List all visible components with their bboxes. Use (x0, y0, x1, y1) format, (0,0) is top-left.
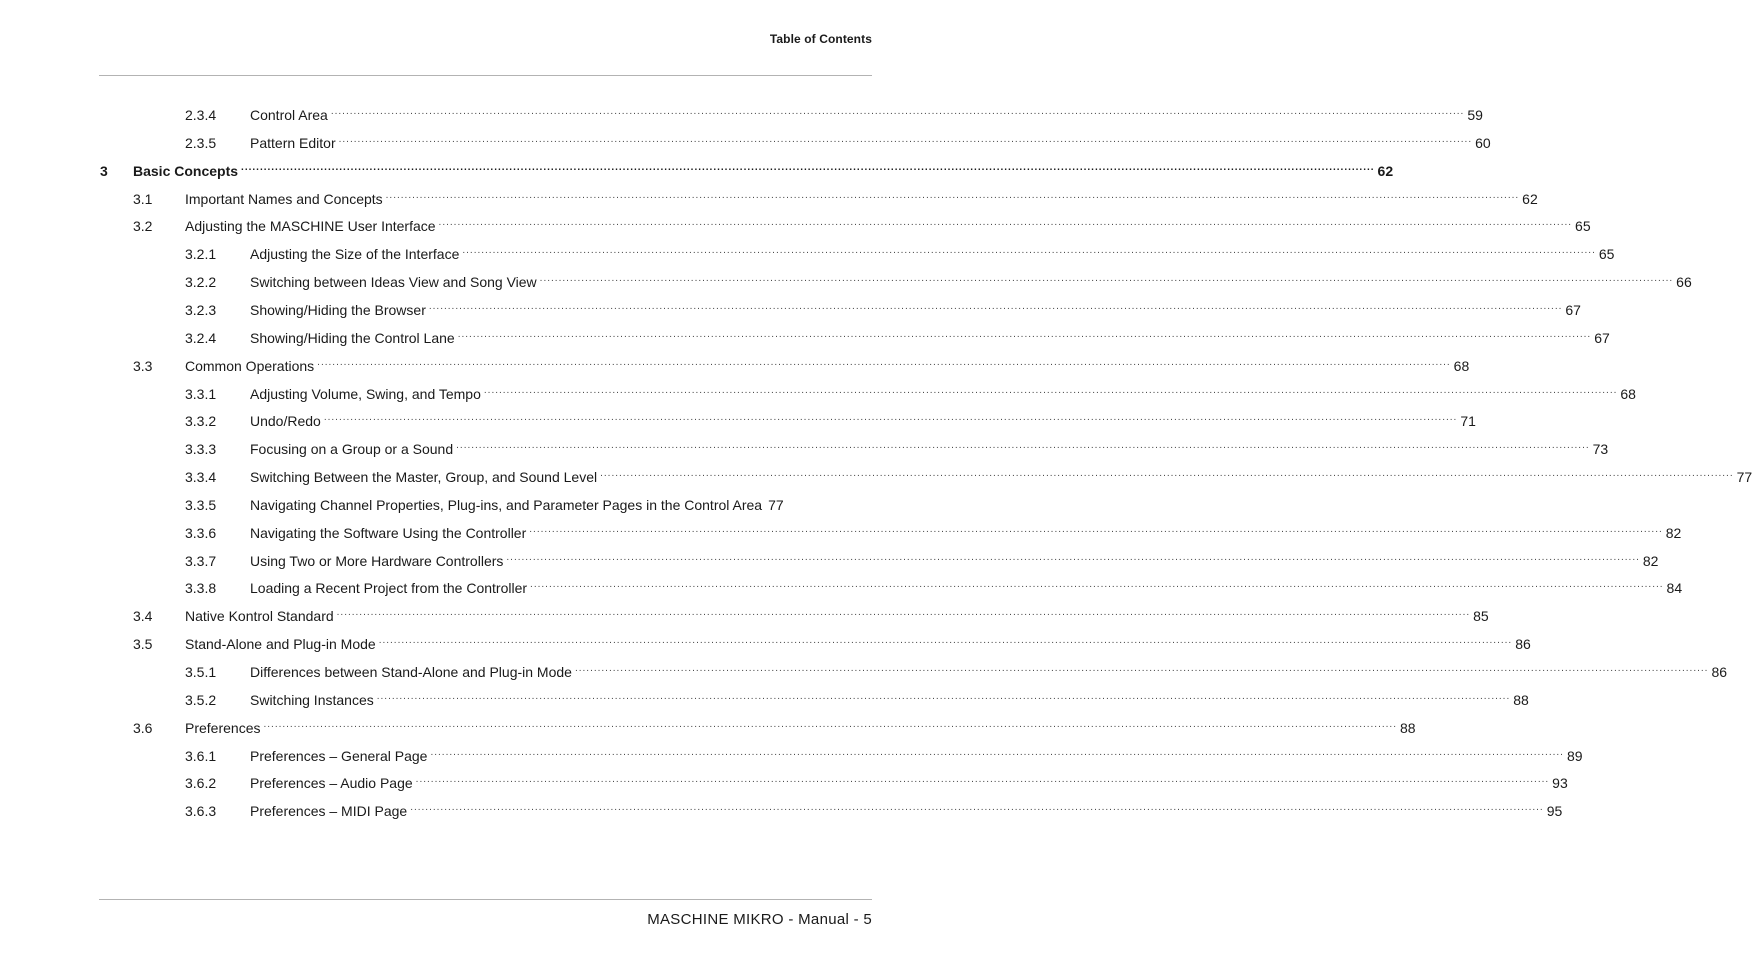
dot-leader: ............................................................................................................................................................................................................................................................................................................ (378, 635, 1513, 647)
toc-entry-page-number: 95 (1546, 803, 1563, 820)
toc-entry-page-number: 67 (1565, 301, 1581, 318)
toc-entry[interactable] (0, 409, 1476, 433)
toc-entry[interactable] (0, 159, 1394, 183)
dot-leader: ............................................................................................................................................................................................................................................................................................................ (428, 300, 1563, 312)
toc-entry-title: Adjusting the Size of the Interface (250, 246, 460, 263)
toc-entry-page-number: 62 (1522, 190, 1538, 207)
toc-entry-number: 3.4 (133, 608, 153, 625)
toc-entry[interactable] (0, 549, 1659, 573)
toc-entry-number: 3.6.3 (185, 803, 217, 820)
toc-entry-page-number: 85 (1473, 608, 1489, 625)
toc-entry[interactable] (0, 382, 1636, 406)
toc-entry-title: Differences between Stand-Alone and Plug-in Mode (250, 664, 572, 680)
dot-leader: ............................................................................................................................................................................................................................................................................................................ (456, 440, 1590, 452)
toc-entry-page-number: 77 (768, 496, 784, 513)
toc-entry-title: Loading a Recent Project from the Controller (250, 580, 528, 597)
dot-leader: ............................................................................................................................................................................................................................................................................................................ (410, 802, 1544, 814)
toc-entry[interactable] (0, 242, 1615, 266)
toc-entry[interactable] (0, 688, 1529, 712)
toc-entry-title: Navigating Channel Properties, Plug-ins, and Parameter Pages in the Control Area (250, 496, 763, 513)
toc-entry-number: 3.6.2 (185, 775, 217, 792)
toc-entry-page-number: 59 (1467, 107, 1483, 123)
dot-leader: ............................................................................................................................................................................................................................................................................................................ (529, 523, 1663, 535)
toc-entry-number: 3.3.2 (185, 413, 217, 430)
toc-entry-number: 3 (100, 162, 108, 179)
toc-entry-number: 3.3.3 (185, 441, 217, 458)
toc-entry-page-number: 82 (1665, 524, 1682, 541)
toc-entry[interactable] (0, 576, 1683, 600)
toc-entry[interactable] (0, 493, 954, 517)
toc-entry-page-number: 86 (1711, 664, 1728, 680)
dot-leader: ............................................................................................................................................................................................................................................................................................................ (574, 663, 1709, 674)
toc-entry[interactable] (0, 799, 1563, 823)
toc-entry-title: Important Names and Concepts (185, 190, 383, 207)
toc-entry[interactable] (0, 131, 1491, 155)
toc-entry-number: 3.3.5 (185, 496, 217, 513)
toc-entry-title: Stand-Alone and Plug-in Mode (185, 636, 376, 653)
toc-entry-title: Adjusting the MASCHINE User Interface (185, 218, 436, 235)
toc-entry-title: Navigating the Software Using the Controller (250, 524, 527, 541)
toc-entry[interactable] (0, 521, 1682, 545)
toc-entry[interactable] (0, 270, 1692, 294)
toc-entry-page-number: 68 (1620, 385, 1636, 402)
toc-entry-title: Preferences (185, 719, 261, 736)
toc-entry-page-number: 93 (1552, 775, 1568, 792)
toc-entry-title: Showing/Hiding the Browser (250, 301, 426, 318)
toc-entry-page-number: 71 (1460, 413, 1476, 430)
toc-entry-number: 3.2.1 (185, 246, 217, 263)
toc-entry-number: 3.5.1 (185, 664, 217, 680)
toc-entry-page-number: 66 (1676, 274, 1692, 291)
dot-leader: ............................................................................................................................................................................................................................................................................................................ (506, 551, 1640, 563)
toc-entry-number: 3.2 (133, 218, 153, 235)
toc-entry[interactable] (0, 354, 1470, 378)
toc-entry[interactable] (0, 744, 1583, 768)
toc-entry-page-number: 68 (1453, 357, 1470, 374)
dot-leader: ............................................................................................................................................................................................................................................................................................................ (430, 746, 1564, 758)
dot-leader: ............................................................................................................................................................................................................................................................................................................ (530, 579, 1664, 591)
toc-entry-number: 3.6 (133, 719, 153, 736)
dot-leader: ............................................................................................................................................................................................................................................................................................................ (438, 217, 1573, 229)
dot-leader: ............................................................................................................................................................................................................................................................................................................ (600, 468, 1734, 480)
dot-leader: ............................................................................................................................................................................................................................................................................................................ (241, 161, 1375, 173)
toc-entry[interactable] (0, 187, 1538, 211)
toc-entry-number: 3.5 (133, 636, 153, 653)
toc-entry-title: Preferences – Audio Page (250, 775, 413, 792)
toc-entry-number: 3.3.1 (185, 385, 217, 402)
toc-entry-number: 3.3.6 (185, 524, 217, 541)
toc-entry-page-number: 73 (1592, 441, 1609, 458)
toc-entry[interactable] (0, 771, 1568, 795)
dot-leader: ............................................................................................................................................................................................................................................................................................................ (338, 133, 1473, 145)
toc-entry-title: Focusing on a Group or a Sound (250, 441, 454, 458)
dot-leader: ............................................................................................................................................................................................................................................................................................................ (539, 273, 1674, 285)
toc-entry-title: Native Kontrol Standard (185, 608, 334, 625)
dot-leader: ............................................................................................................................................................................................................................................................................................................ (462, 245, 1596, 257)
toc-entry[interactable] (0, 298, 1581, 322)
toc-entry-number: 3.3.7 (185, 552, 217, 569)
toc-entry-page-number: 84 (1666, 580, 1683, 597)
toc-entry-page-number: 89 (1566, 747, 1583, 764)
toc-entry[interactable] (0, 214, 1591, 238)
dot-leader: ............................................................................................................................................................................................................................................................................................................ (336, 607, 1471, 619)
toc-entry[interactable] (0, 660, 1728, 684)
toc-entry-title: Using Two or More Hardware Controllers (250, 552, 504, 569)
dot-leader: ............................................................................................................................................................................................................................................................................................................ (323, 412, 1458, 424)
header-rule (99, 75, 872, 76)
running-header: Table of Contents (769, 32, 872, 46)
dot-leader: ............................................................................................................................................................................................................................................................................................................ (385, 189, 1520, 201)
toc-entry-number: 3.6.1 (185, 747, 217, 764)
dot-leader: ............................................................................................................................................................................................................................................................................................................ (376, 690, 1511, 702)
dot-leader: ............................................................................................................................................................................................................................................................................................................ (457, 328, 1592, 340)
toc-entry-page-number: 82 (1642, 552, 1659, 569)
toc-entry-number: 3.5.2 (185, 691, 217, 708)
toc-entry-number: 2.3.4 (185, 107, 217, 123)
toc-entry-title: Common Operations (185, 357, 315, 374)
footer-rule (99, 899, 872, 900)
dot-leader: ............................................................................................................................................................................................................................................................................................................ (317, 356, 1451, 368)
toc-entry-page-number: 65 (1598, 246, 1615, 263)
toc-entry-title: Switching Between the Master, Group, and Sound Level (250, 469, 598, 486)
toc-entry[interactable] (0, 716, 1416, 740)
toc-entry-title: Switching between Ideas View and Song View (250, 274, 537, 291)
toc-entry-number: 2.3.5 (185, 134, 217, 151)
toc-entry-page-number: 67 (1594, 329, 1610, 346)
dot-leader: ............................................................................................................................................................................................................................................................................................................ (330, 106, 1465, 117)
toc-entry-page-number: 65 (1575, 218, 1591, 235)
toc-entry-number: 3.3.4 (185, 469, 217, 486)
toc-entry-title: Basic Concepts (133, 162, 239, 179)
toc-entry[interactable] (0, 604, 1489, 628)
toc-entry-title: Preferences – MIDI Page (250, 803, 408, 820)
toc-entry[interactable] (0, 465, 1752, 489)
toc-entry-title: Control Area (250, 107, 328, 123)
toc-entry-title: Showing/Hiding the Control Lane (250, 329, 455, 346)
dot-leader: ............................................................................................................................................................................................................................................................................................................ (263, 718, 1397, 730)
toc-entry[interactable] (0, 103, 1483, 127)
toc-entry-title: Pattern Editor (250, 134, 336, 151)
toc-entry-number: 3.3.8 (185, 580, 217, 597)
toc-entry-title: Adjusting Volume, Swing, and Tempo (250, 385, 481, 402)
toc-entry-number: 3.2.3 (185, 301, 217, 318)
toc-entry-number: 3.1 (133, 190, 153, 207)
toc-entry-page-number: 86 (1515, 636, 1531, 653)
toc-entry-number: 3.3 (133, 357, 153, 374)
toc-entry-page-number: 77 (1736, 469, 1752, 486)
toc-entry-number: 3.2.4 (185, 329, 217, 346)
toc-entry[interactable] (0, 437, 1609, 461)
toc-entry-page-number: 88 (1513, 691, 1529, 708)
toc-entry-title: Undo/Redo (250, 413, 321, 430)
toc-entry[interactable] (0, 632, 1531, 656)
toc-entry-number: 3.2.2 (185, 274, 217, 291)
toc-entry[interactable] (0, 326, 1610, 350)
dot-leader: ............................................................................................................................................................................................................................................................................................................ (415, 774, 1550, 786)
toc-entry-page-number: 62 (1377, 162, 1394, 179)
page-footer: MASCHINE MIKRO - Manual - 5 (647, 911, 872, 928)
dot-leader: ............................................................................................................................................................................................................................................................................................................ (483, 384, 1618, 396)
toc-entry-title: Preferences – General Page (250, 747, 428, 764)
toc-entry-page-number: 88 (1399, 719, 1416, 736)
toc-entry-title: Switching Instances (250, 691, 374, 708)
toc-entry-page-number: 60 (1475, 134, 1491, 151)
